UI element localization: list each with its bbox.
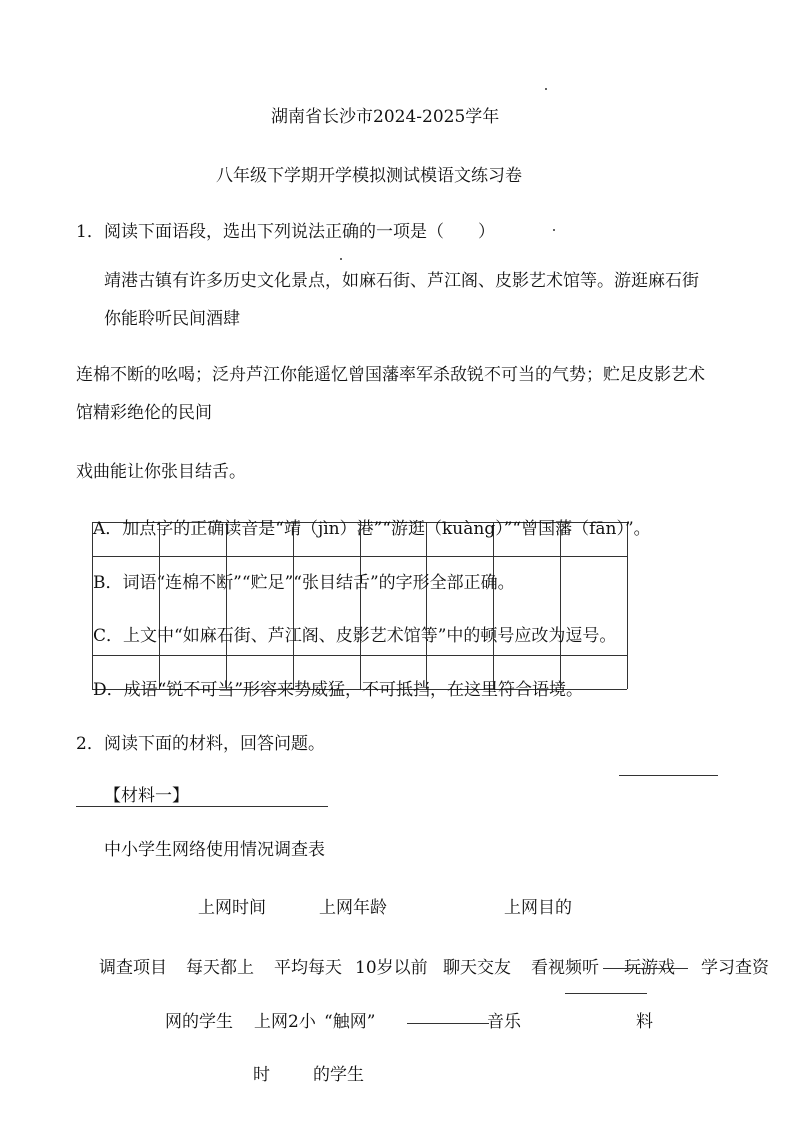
material-underline	[76, 806, 328, 807]
divider-line	[407, 1023, 489, 1024]
q1-passage-line: 馆精彩绝伦的民间	[76, 403, 212, 423]
material-label: 【材料一】	[104, 786, 189, 806]
header-age: 上网年龄	[319, 898, 387, 918]
q1-option-a[interactable]: A．加点字的正确读音是“靖（jìn）港”“游逛（kuàng）”“曾国藩（fān）”。	[93, 519, 651, 539]
cell-daily: 每天都上	[186, 958, 254, 978]
cell-touch-net: “触网”	[324, 1012, 376, 1032]
cell-2hours: 上网2小	[254, 1012, 316, 1032]
q1-option-d[interactable]: D．成语“锐不可当”形容来势威猛，不可抵挡，在这里符合语境。	[93, 680, 584, 700]
cell-of-students: 的学生	[313, 1065, 364, 1085]
cell-students: 网的学生	[165, 1012, 233, 1032]
stray-dot	[545, 88, 547, 90]
q1-passage-line: 你能聆听民间酒肆	[104, 309, 240, 329]
cell-music: 音乐	[487, 1012, 521, 1032]
cell-game: 玩游戏	[624, 958, 675, 978]
q1-stem: 阅读下面语段，选出下列说法正确的一项是（ ）	[104, 222, 495, 242]
header-purpose: 上网目的	[504, 898, 572, 918]
cell-age10: 10岁以前	[355, 958, 428, 978]
strike-line	[603, 968, 688, 969]
q1-passage-line: 靖港古镇有许多历史文化景点，如麻石街、芦江阁、皮影艺术馆等。游逛麻石街	[104, 271, 699, 291]
q2-number: 2．	[76, 734, 104, 754]
header-time: 上网时间	[198, 898, 266, 918]
q1-option-c[interactable]: C．上文中“如麻石街、芦江阁、皮影艺术馆等”中的顿号应改为逗号。	[93, 626, 617, 646]
emphasis-dot	[340, 258, 342, 260]
divider-line	[565, 993, 647, 994]
page-subtitle: 八年级下学期开学模拟测试模语文练习卷	[216, 166, 522, 186]
q1-passage-line: 连棉不断的吆喝；泛舟芦江你能遥忆曾国藩率军杀敌锐不可当的气势；贮足皮影艺术	[76, 365, 705, 385]
q1-option-b[interactable]: B．词语“连棉不断”“贮足”“张目结舌”的字形全部正确。	[93, 573, 515, 593]
q1-number: 1．	[76, 222, 104, 242]
cell-video: 看视频听	[531, 958, 599, 978]
emphasis-dot	[553, 229, 555, 231]
page-title: 湖南省长沙市2024-2025学年	[271, 107, 500, 127]
cell-study: 学习查资	[701, 958, 769, 978]
survey-table-title: 中小学生网络使用情况调查表	[104, 840, 325, 860]
row-label: 调查项目	[99, 958, 167, 978]
cell-average: 平均每天	[274, 958, 342, 978]
cell-material: 料	[636, 1012, 653, 1032]
q1-passage-line: 戏曲能让你张目结舌。	[76, 462, 246, 482]
cell-chat: 聊天交友	[443, 958, 511, 978]
divider-line	[619, 775, 718, 776]
cell-hour: 时	[253, 1065, 270, 1085]
q2-stem: 阅读下面的材料，回答问题。	[104, 734, 325, 754]
